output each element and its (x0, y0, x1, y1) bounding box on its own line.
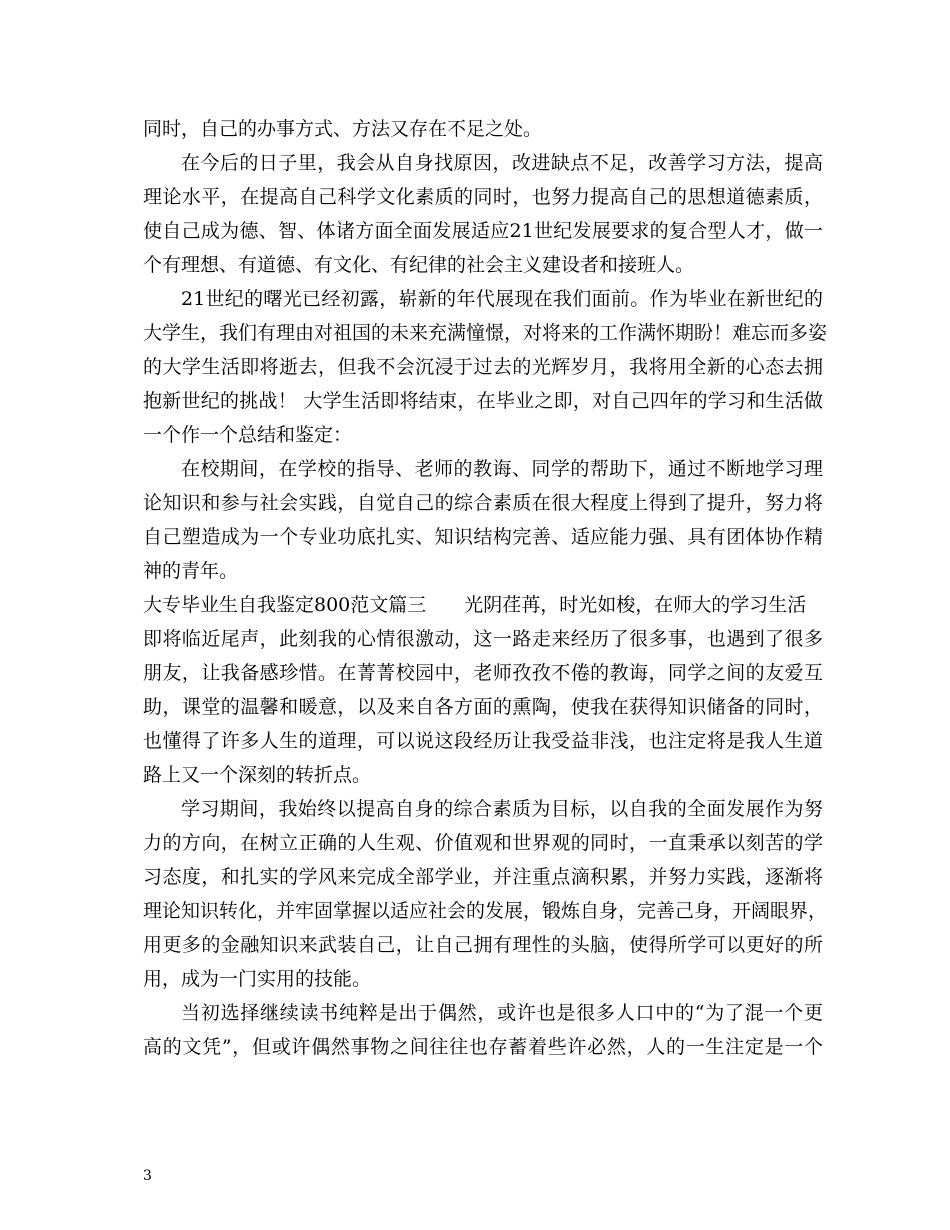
text-line: 理论知识转化，并牢固掌握以适应社会的发展，锻炼自身，完善己身，开阔眼界， (143, 900, 828, 922)
text-line: 朋友，让我备感珍惜。在菁菁校园中，老师孜孜不倦的教诲，同学之间的友爱互 (143, 662, 823, 684)
text-line: 学习期间，我始终以提高自身的综合素质为目标，以自我的全面发展作为努 (181, 798, 823, 820)
text-line: 高的文凭”，但或许偶然事物之间往往也存蓄着些许必然，人的一生注定是一个 (143, 1036, 823, 1058)
text-line: 自己塑造成为一个专业功底扎实、知识结构完善、适应能力强、具有团体协作精 (143, 526, 823, 548)
text-line: 用更多的金融知识来武装自己，让自己拥有理性的头脑，使得所学可以更好的所 (143, 934, 823, 956)
text-line: 也懂得了许多人生的道理，可以说这段经历让我受益非浅，也注定将是我人生道 (143, 730, 823, 752)
section-heading-line (143, 594, 823, 616)
text-line: 助，课堂的温馨和暖意，以及来自各方面的熏陶，使我在获得知识储备的同时， (143, 696, 823, 718)
text-line: 抱新世纪的挑战！ 大学生活即将结束，在毕业之即，对自己四年的学习和生活做 (143, 390, 823, 412)
text-line: 力的方向，在树立正确的人生观、价值观和世界观的同时，一直秉承以刻苦的学 (143, 832, 823, 854)
text-line: 在今后的日子里，我会从自身找原因，改进缺点不足，改善学习方法，提高 (181, 152, 823, 174)
text-line: 用，成为一门实用的技能。 (143, 968, 372, 990)
text-line: 论知识和参与社会实践，自觉自己的综合素质在很大程度上得到了提升，努力将 (143, 492, 823, 514)
text-line: 21世纪的曙光已经初露，崭新的年代展现在我们面前。作为毕业在新世纪的 (181, 288, 823, 310)
text-line: 的大学生活即将逝去，但我不会沉浸于过去的光辉岁月，我将用全新的心态去拥 (143, 356, 823, 378)
text-line: 神的青年。 (143, 560, 239, 582)
text-line: 习态度，和扎实的学风来完成全部学业，并注重点滴积累，并努力实践，逐渐将 (143, 866, 823, 888)
text-line: 大学生，我们有理由对祖国的未来充满憧憬，对将来的工作满怀期盼！难忘而多姿 (143, 322, 828, 344)
section-heading: 大专毕业生自我鉴定800范文篇三 (143, 594, 427, 616)
text-line: 个有理想、有道德、有文化、有纪律的社会主义建设者和接班人。 (143, 254, 695, 276)
text-line: 理论水平，在提高自己科学文化素质的同时，也努力提高自己的思想道德素质， (143, 186, 823, 208)
text-line: 光阴荏苒，时光如梭，在师大的学习生活 (464, 594, 807, 616)
text-line: 即将临近尾声，此刻我的心情很激动，这一路走来经历了很多事，也遇到了很多 (143, 628, 823, 650)
text-line: 一个作一个总结和鉴定： (143, 424, 353, 446)
text-line: 路上又一个深刻的转折点。 (143, 764, 372, 786)
text-line: 同时，自己的办事方式、方法又存在不足之处。 (143, 118, 543, 140)
text-line: 在校期间，在学校的指导、老师的教诲、同学的帮助下，通过不断地学习理 (181, 458, 823, 480)
text-line: 当初选择继续读书纯粹是出于偶然，或许也是很多人口中的“为了混一个更 (181, 1002, 823, 1024)
page-number: 3 (143, 1168, 152, 1184)
text-line: 使自己成为德、智、体诸方面全面发展适应21世纪发展要求的复合型人才，做一 (143, 220, 823, 242)
